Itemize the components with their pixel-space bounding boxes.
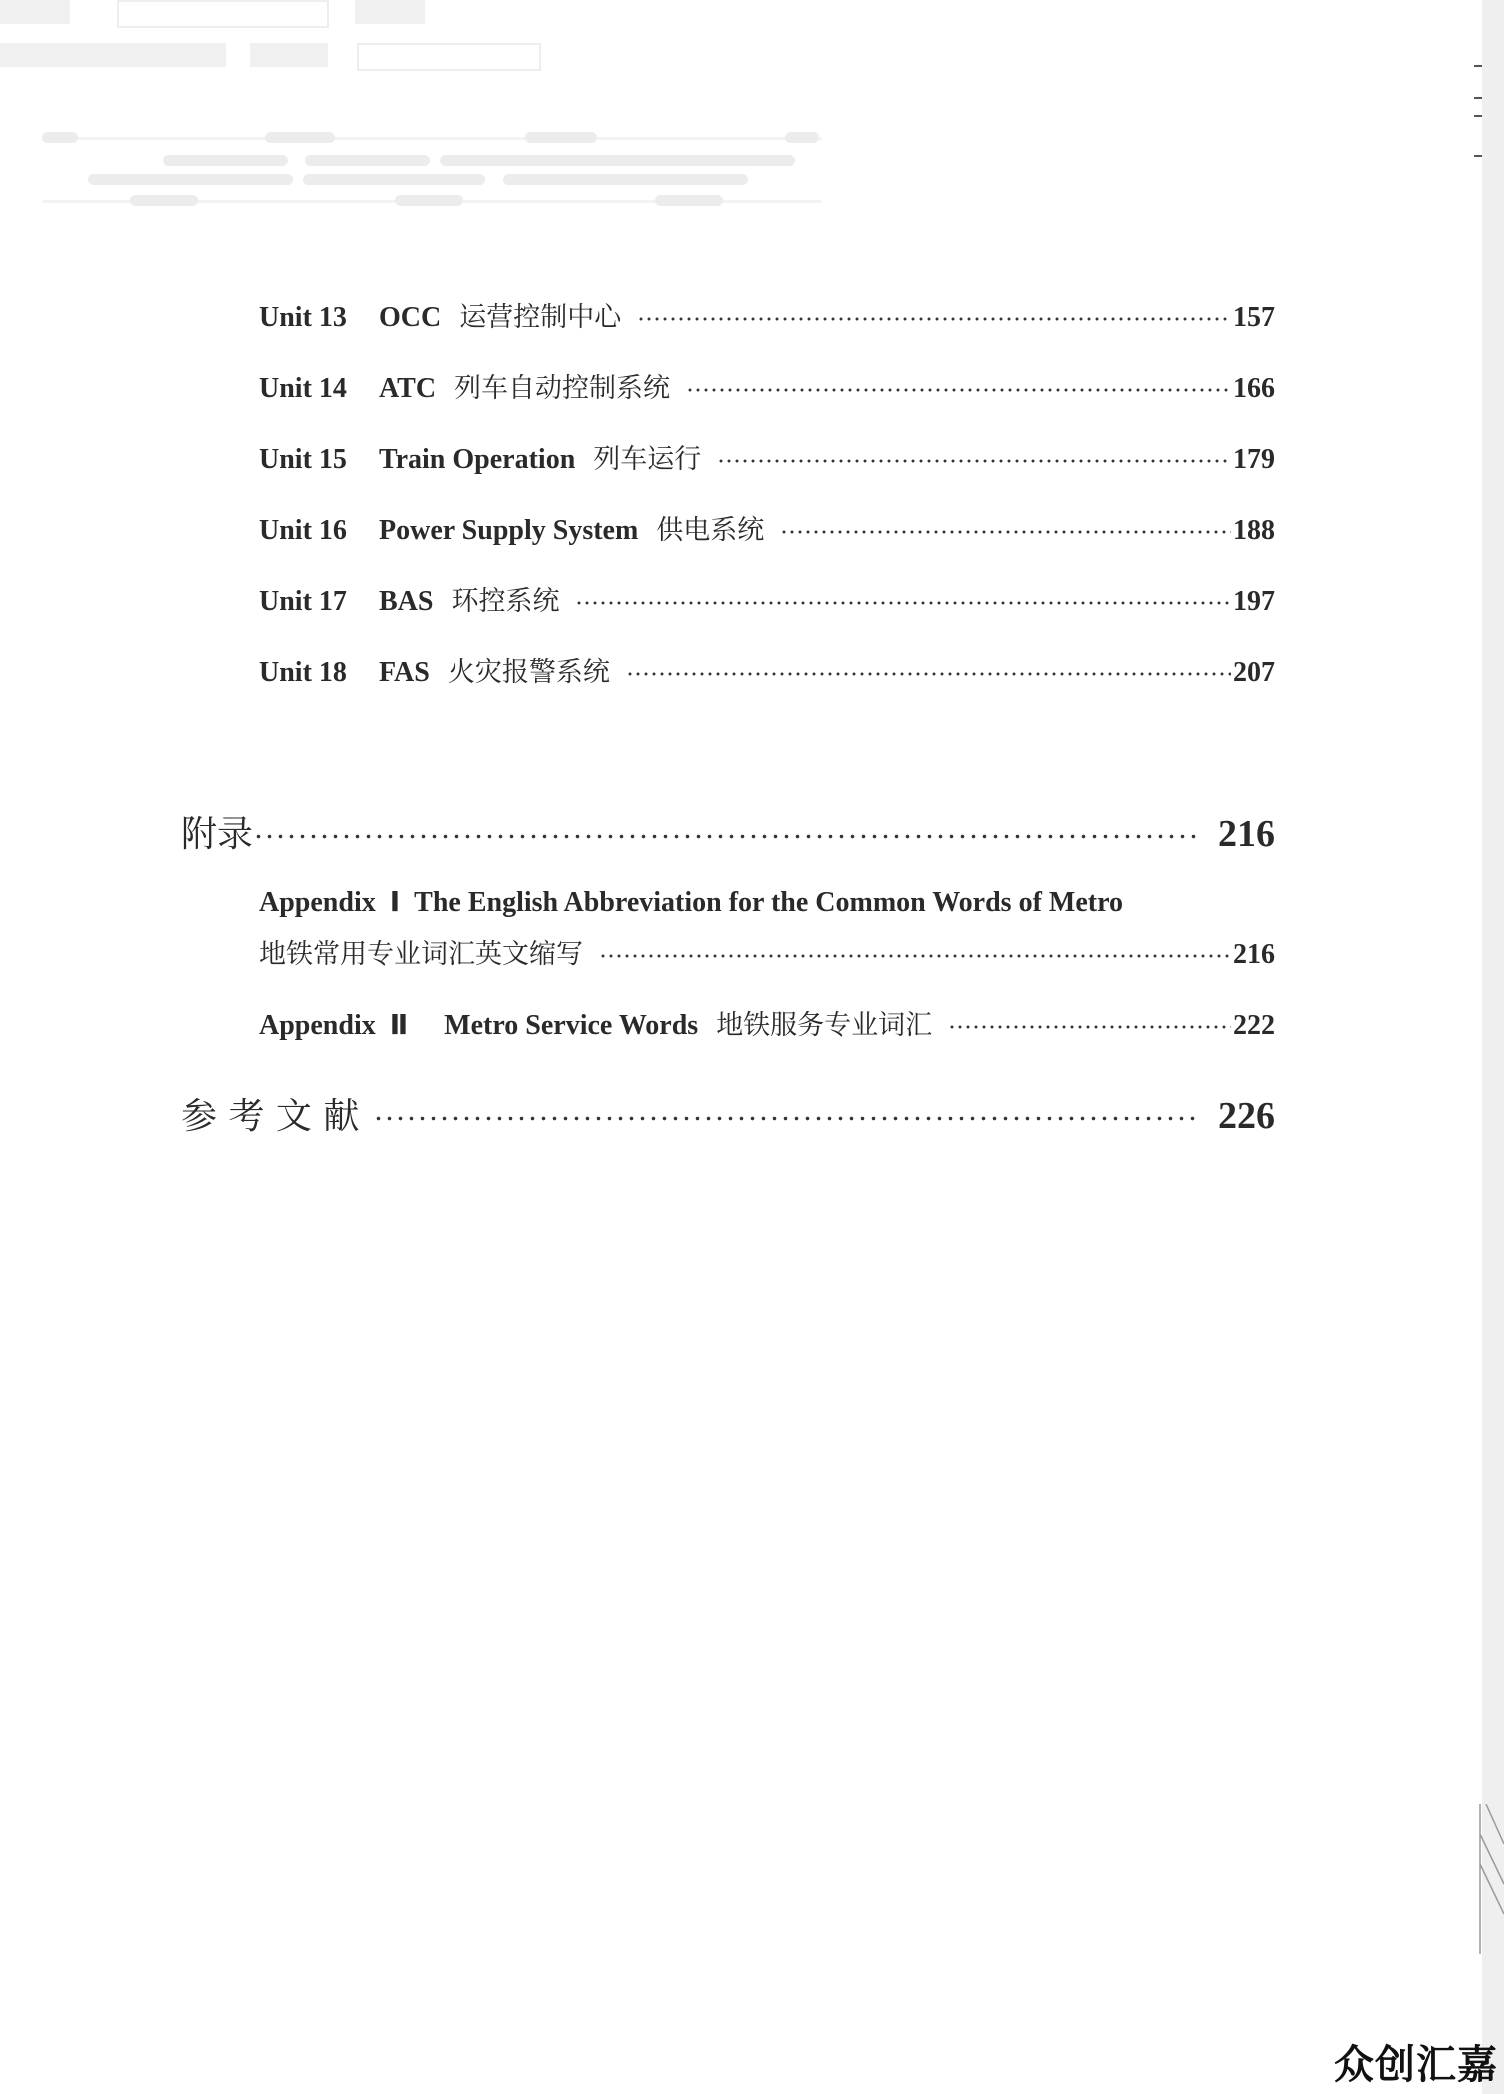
page-number: 157 — [1233, 302, 1275, 333]
page-number: 188 — [1233, 515, 1275, 546]
page-number: 216 — [1233, 939, 1275, 970]
unit-number: Unit 18 — [259, 657, 347, 688]
unit-title-cn: 环控系统 — [451, 586, 560, 617]
appendix-prefix: Appendix — [259, 887, 376, 918]
unit-title: BAS — [379, 586, 434, 617]
header-decoration — [355, 0, 425, 24]
unit-title: FAS — [379, 657, 430, 688]
unit-title: ATC — [379, 373, 437, 404]
unit-title: Power Supply System — [379, 515, 639, 546]
dot-leader — [575, 601, 1231, 605]
dot-leader — [599, 954, 1231, 958]
header-decoration — [42, 137, 822, 140]
page-edge-band — [1482, 0, 1504, 2094]
unit-number: Unit 17 — [259, 586, 347, 617]
page-number: 216 — [1218, 813, 1275, 855]
page-number: 226 — [1218, 1095, 1275, 1137]
header-decoration — [303, 174, 485, 185]
watermark-logo: 众创汇嘉 — [1334, 2042, 1498, 2088]
toc-entry-appendix-1[interactable] — [259, 885, 1123, 919]
header-decoration — [130, 195, 198, 206]
dot-leader — [637, 317, 1231, 321]
toc-entry-unit-15[interactable] — [259, 437, 1275, 476]
unit-number: Unit 16 — [259, 515, 347, 546]
header-decoration — [117, 0, 329, 28]
toc-entry-unit-18[interactable] — [259, 650, 1275, 689]
page-number: 179 — [1233, 444, 1275, 475]
header-decoration — [250, 43, 328, 67]
dot-leader — [948, 1025, 1231, 1029]
header-decoration — [395, 195, 463, 206]
unit-number: Unit 15 — [259, 444, 347, 475]
dot-leader — [253, 834, 1196, 839]
appendix-numeral: Ⅱ — [389, 1008, 409, 1041]
unit-title: OCC — [379, 302, 442, 333]
unit-number: Unit 14 — [259, 373, 347, 404]
header-decoration — [503, 174, 748, 185]
header-decoration — [785, 132, 819, 143]
crop-mark — [1474, 155, 1482, 157]
unit-title-cn: 供电系统 — [656, 515, 765, 546]
crop-mark — [1474, 65, 1482, 67]
toc-section-appendix[interactable] — [181, 806, 1275, 857]
appendix-title-cn: 地铁常用专业词汇英文缩写 — [259, 939, 583, 970]
header-decoration — [265, 132, 335, 143]
toc-entry-appendix-2[interactable] — [259, 1003, 1275, 1042]
unit-title-cn: 运营控制中心 — [459, 302, 622, 333]
unit-title-cn: 列车自动控制系统 — [454, 373, 671, 404]
section-label: 附录 — [181, 814, 254, 855]
page-number: 197 — [1233, 586, 1275, 617]
dot-leader — [686, 388, 1231, 392]
crop-mark — [1474, 115, 1482, 117]
header-decoration — [0, 43, 226, 67]
appendix-title-cn: 地铁服务专业词汇 — [716, 1010, 933, 1041]
page-number: 207 — [1233, 657, 1275, 688]
header-decoration — [440, 155, 795, 166]
header-decoration — [655, 195, 723, 206]
toc-entry-appendix-1-cn[interactable] — [259, 932, 1275, 971]
dot-leader — [717, 459, 1231, 463]
appendix-title: The English Abbreviation for the Common Words of Metro — [414, 887, 1123, 918]
toc-section-references[interactable] — [181, 1088, 1275, 1139]
header-decoration — [357, 43, 541, 71]
unit-title: Train Operation — [379, 444, 576, 475]
toc-entry-unit-14[interactable] — [259, 366, 1275, 405]
header-decoration — [163, 155, 288, 166]
header-decoration — [42, 132, 78, 143]
header-decoration — [0, 0, 70, 24]
dot-leader — [626, 672, 1231, 676]
appendix-prefix: Appendix — [259, 1010, 376, 1041]
appendix-numeral: Ⅰ — [389, 885, 401, 918]
unit-number: Unit 13 — [259, 302, 347, 333]
unit-title-cn: 列车运行 — [593, 444, 702, 475]
toc-entry-unit-16[interactable] — [259, 508, 1275, 547]
header-decoration — [525, 132, 597, 143]
page-number: 222 — [1233, 1010, 1275, 1041]
edge-decoration-icon — [1478, 1804, 1504, 1954]
crop-mark — [1474, 97, 1482, 99]
unit-title-cn: 火灾报警系统 — [447, 657, 610, 688]
toc-entry-unit-17[interactable] — [259, 579, 1275, 618]
section-label: 参 考 文 献 — [181, 1096, 360, 1137]
dot-leader — [780, 530, 1231, 534]
dot-leader — [373, 1116, 1196, 1121]
page-number: 166 — [1233, 373, 1275, 404]
toc-entry-unit-13[interactable] — [259, 295, 1275, 334]
header-decoration — [88, 174, 293, 185]
header-decoration — [305, 155, 430, 166]
appendix-title: Metro Service Words — [444, 1010, 699, 1041]
